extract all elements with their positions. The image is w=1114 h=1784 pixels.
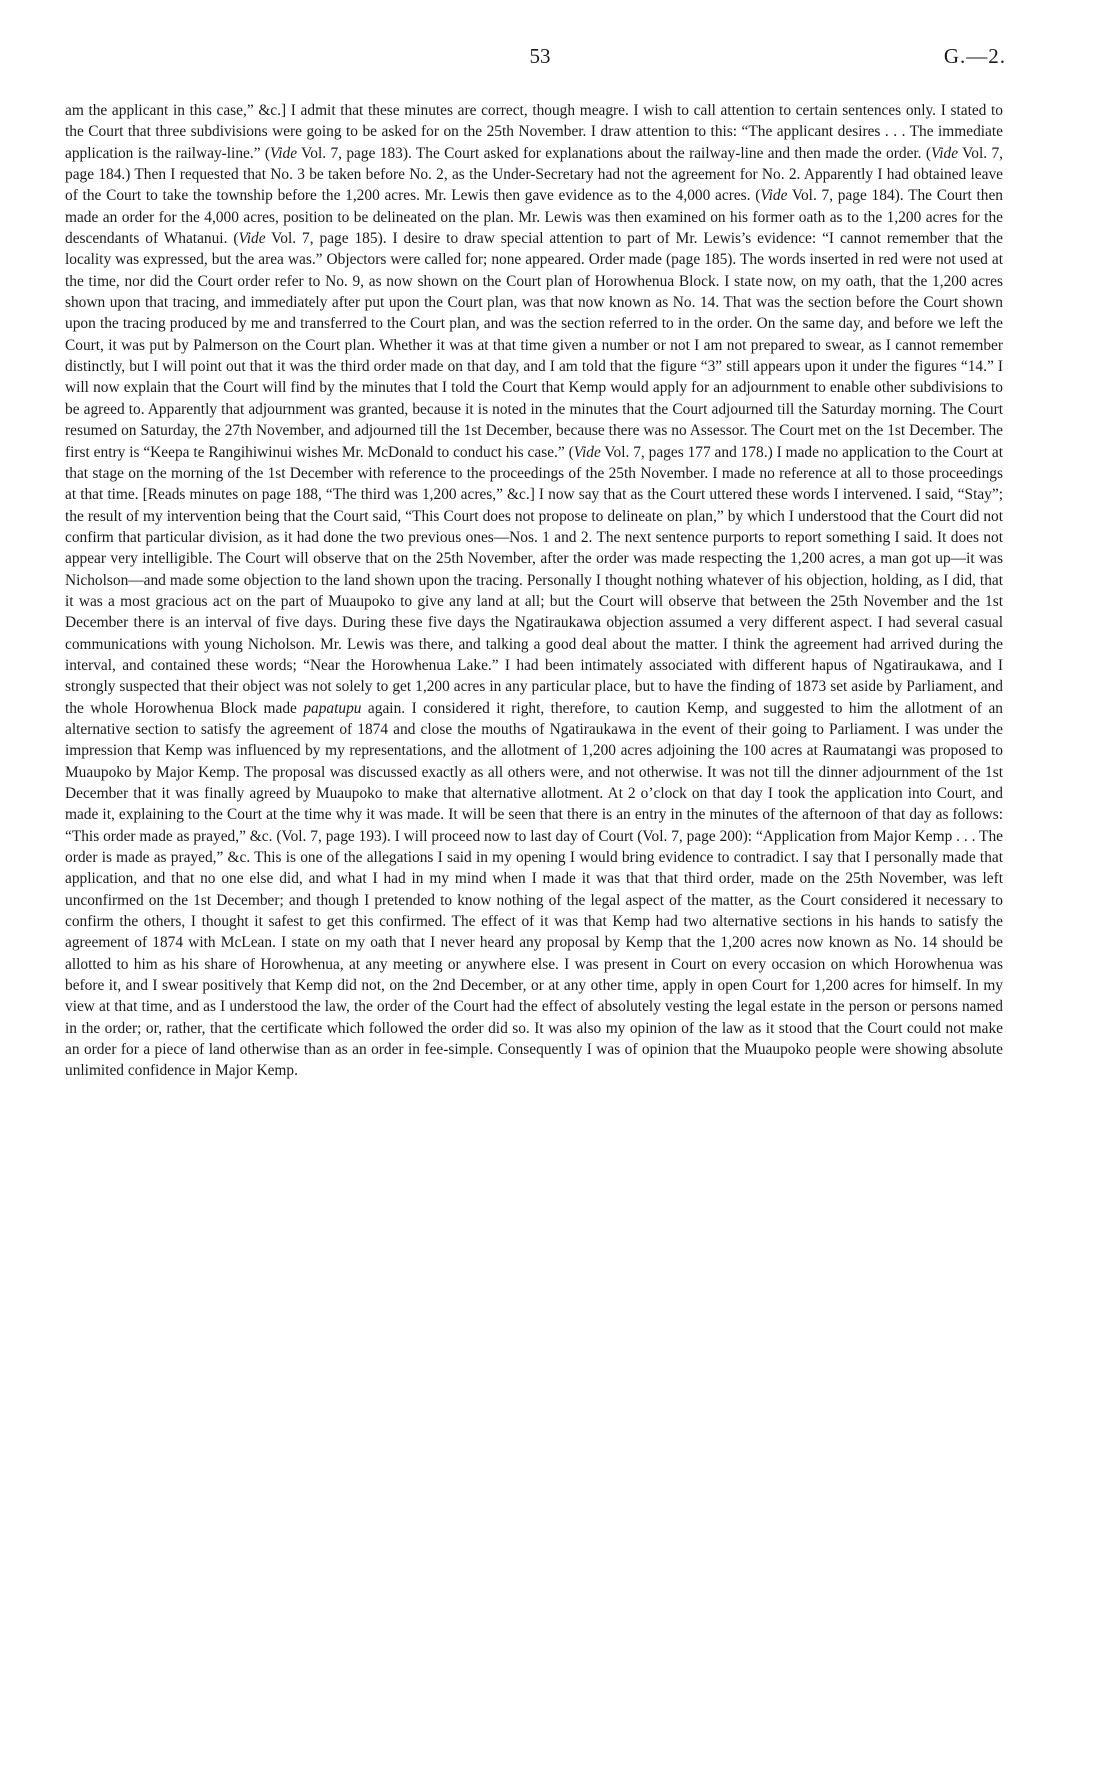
paragraph	[65, 100, 1003, 1082]
vide-italic: Vide	[760, 187, 788, 205]
text-segment: Vol. 7, pages 177 and 178.) I made no application to the Court at that stage on the morning of the 1st December with reference to the proceedings of the 25th November. I made no reference at all to those proceedings at that time. [Reads minutes on page 188, “The third was 1,200 acres,” &c.] I now say that as the Court uttered these words I intervened. I said, “Stay”; the result of my intervention being that the Court said, “This Court does not propose to delineate on plan,” by which I understood that the Court did not confirm that particular division, as it had done the two previous ones—Nos. 1 and 2. The next sentence purports to report something I said. It does not appear very intelligible. The Court will observe that on the 25th November, after the order was made respecting the 1,200 acres, a man got up—it was Nicholson—and made some objection to the land shown upon the tracing. Personally I thought nothing whatever of his objection, holding, as I did, that it was a most gracious act on the part of Muaupoko to give any land at all; but the Court will observe that between the 25th November and the 1st December there is an interval of five days. During these five days the Ngatiraukawa objection assumed a very different aspect. I had several casual communications with young Nicholson. Mr. Lewis was there, and talking a good deal about the matter. I think the agreement had arrived during the interval, and contained these words; “Near the Horowhenua Lake.” I had been intimately associated with different hapus of Ngatiraukawa, and I strongly suspected that their object was not solely to get 1,200 acres in any particular place, but to have the finding of 1873 set aside by Parliament, and the whole Horowhenua Block made	[65, 443, 1003, 717]
text-segment: Vol. 7, page 185). I desire to draw special attention to part of Mr. Lewis’s evidence: “I cannot remember that the locality was expressed, but the area was.” Objectors were called for; none appeared. Order made (page 185). The words inserted in red were not used at the time, nor did the Court order refer to No. 9, as now shown on the Court plan of Horowhenua Block. I state now, on my oath, that the 1,200 acres shown upon that tracing, and immediately after put upon the Court plan, was that now known as No. 14. That was the section before the Court shown upon the tracing produced by me and transferred to the Court plan, and was the section referred to in the order. On the same day, and before we left the Court, it was put by Palmerson on the Court plan. Whether it was at that time given a number or not I am not prepared to swear, as I cannot remember distinctly, but I will point out that it was the third order made on that day, and I am told that the figure “3” still appears upon it under the figures “14.” I will now explain that the Court will find by the minutes that I told the Court that Kemp would apply for an adjournment to enable other subdivisions to be agreed to. Apparently that adjournment was granted, because it is noted in the minutes that the Court adjourned till the Saturday morning. The Court resumed on Saturday, the 27th November, and adjourned till the 1st December, because there was no Assessor. The Court met on the 1st December. The first entry is “Keepa te Rangihiwinui wishes Mr. McDonald to conduct his case.” (	[65, 230, 1003, 461]
vide-italic: Vide	[931, 144, 959, 162]
text-segment: again. I considered it right, therefore, to caution Kemp, and suggested to him the allotment of an alternative section to satisfy the agreement of 1874 and close the mouths of Ngatiraukawa in the event of their going to Parliament. I was under the impression that Kemp was influenced by my representations, and the allotment of 1,200 acres adjoining the 100 acres at Raumatangi was proposed to Muaupoko by Major Kemp. The proposal was discussed exactly as all others were, and not otherwise. It was not till the dinner adjournment of the 1st December that it was finally agreed by Muaupoko to make that alternative allotment. At 2 o’clock on that day I took the application into Court, and made it, explaining to the Court at the time why it was made. It will be seen that there is an entry in the minutes of the afternoon of that day as follows: “This order made as prayed,” &c. (Vol. 7, page 193). I will proceed now to last day of Court (Vol. 7, page 200): “Application from Major Kemp . . . The order is made as prayed,” &c. This is one of the allegations I said in my opening I would bring evidence to contradict. I say that I personally made that application, and that no one else did, and what I had in my mind when I made it was that that third order, made on the 25th November, was left unconfirmed on the 1st December; and though I pretended to know nothing of the legal aspect of the matter, as the Court considered it necessary to confirm the others, I thought it safest to get this confirmed. The effect of it was that Kemp had two alternative sections in his hands to satisfy the agreement of 1874 with McLean. I state on my oath that I never heard any proposal by Kemp that the 1,200 acres now known as No. 14 should be allotted to him as his share of Horowhenua, at any meeting or anywhere else. I was present in Court on every occasion on which Horowhenua was before it, and I swear positively that Kemp did not, on the 2nd December, or at any other time, apply in open Court for 1,200 acres for himself. In my view at that time, and as I understood the law, the order of the Court had the effect of absolutely vesting the legal estate in the person or persons named in the order; or, rather, that the certificate which followed the order did so. It was also my opinion of the law as it stood that the Court could not make an order for a piece of land otherwise than as an order in fee-simple. Consequently I was of opinion that the Muaupoko people were showing absolute unlimited confidence in Major Kemp.	[65, 699, 1003, 1080]
series-reference: G.—2.	[943, 44, 1006, 68]
vide-italic: Vide	[238, 230, 266, 248]
body-text	[65, 100, 1003, 1082]
page-number: 53	[529, 44, 551, 68]
text-segment: Vol. 7, page 183). The Court asked for explanations about the railway-line and then made the order. (	[297, 144, 932, 162]
text-segment: Vol. 7, page 184.) Then I requested that No. 3 be taken before No. 2, as the Under-Secretary had not the agreement for No. 2. Apparently I had obtained leave of the Court to take the township before the 1,200 acres. Mr. Lewis then gave evidence as to the 4,000 acres. (	[65, 144, 1003, 205]
vide-italic: Vide	[270, 144, 298, 162]
text-segment: am the applicant in this case,” &c.] I admit that these minutes are correct, though meagre. I wish to call attention to certain sentences only. I stated to the Court that three subdivisions were going to be asked for on the 25th November. I draw attention to this: “The applicant desires . . . The immediate application is the railway-line.” (	[65, 102, 1003, 162]
papatupu-italic: papatupu	[303, 699, 362, 717]
vide-italic: Vide	[573, 443, 601, 461]
text-segment: Vol. 7, page 184). The Court then made an order for the 4,000 acres, position to be delineated on the plan. Mr. Lewis was then examined on his former oath as to the 1,200 acres for the descendants of Whatanui. (	[65, 187, 1003, 248]
